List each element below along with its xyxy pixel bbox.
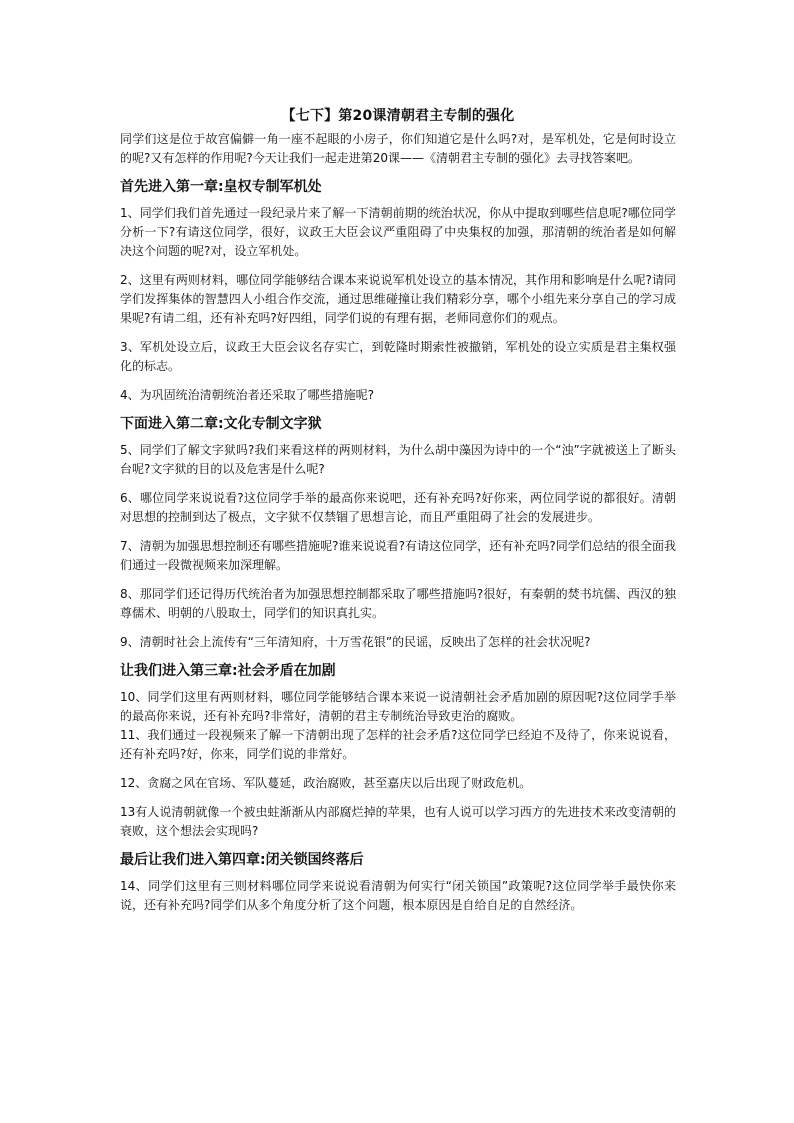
paragraph-7: 7、清朝为加强思想控制还有哪些措施呢?谁来说说看?有请这位同学，还有补充吗?同学们总结的很全面我们通过一段微视频来加深理解。 xyxy=(120,539,676,572)
paragraph-5: 5、同学们了解文字狱吗?我们来看这样的两则材料，为什么胡中藻因为诗中的一个“浊”字就被送上了断头台呢?文字狱的目的以及危害是什么呢? xyxy=(120,443,676,476)
paragraph-4: 4、为巩固统治清朝统治者还采取了哪些措施呢? xyxy=(120,388,375,402)
section-1-heading: 首先进入第一章:皇权专制军机处 xyxy=(120,179,322,195)
paragraph-3: 3、军机处设立后，议政王大臣会议名存实亡，到乾隆时期索性被撤销，军机处的设立实质是君主集权强化的标志。 xyxy=(120,340,676,373)
paragraph-9: 9、清朝时社会上流传有“三年清知府，十万雪花银”的民谣，反映出了怎样的社会状况呢? xyxy=(120,635,591,649)
section-2-heading: 下面进入第二章:文化专制文字狱 xyxy=(120,416,322,432)
intro-paragraph: 同学们这是位于故宫偏僻一角一座不起眼的小房子，你们知道它是什么吗?对，是军机处，它是何时设立的呢?又有怎样的作用呢?今天让我们一起走进第20课——《清朝君主专制的强化》去寻找答案吧。 xyxy=(120,132,676,165)
document-title: 【七下】第20课清朝君主专制的强化 xyxy=(281,108,515,124)
paragraph-6: 6、哪位同学来说说看?这位同学手举的最高你来说吧，还有补充吗?好你来，两位同学说的都很好。清朝对思想的控制到达了极点，文字狱不仅禁锢了思想言论，而且严重阻碍了社会的发展进步。 xyxy=(120,491,676,524)
paragraph-8: 8、那同学们还记得历代统治者为加强思想控制都采取了哪些措施吗?很好，有秦朝的焚书坑儒、西汉的独尊儒术、明朝的八股取士，同学们的知识真扎实。 xyxy=(120,587,676,620)
section-4-heading: 最后让我们进入第四章:闭关锁国终落后 xyxy=(120,852,364,868)
section-3-heading: 让我们进入第三章:社会矛盾在加剧 xyxy=(120,663,336,679)
paragraph-2: 2、这里有两则材料，哪位同学能够结合课本来说说军机处设立的基本情况，其作用和影响是什么呢?请同学们发挥集体的智慧四人小组合作交流，通过思维碰撞让我们精彩分享，哪个小组先来分享自己的学习成果呢?有请二组，还有补充吗?好四组，同学们说的有理有据，老师同意你们的观点。 xyxy=(120,273,676,325)
paragraph-12: 12、贪腐之风在官场、军队蔓延，政治腐败，甚至嘉庆以后出现了财政危机。 xyxy=(120,776,532,790)
paragraph-11: 11、我们通过一段视频来了解一下清朝出现了怎样的社会矛盾?这位同学已经迫不及待了，你来说说看，还有补充吗?好，你来，同学们说的非常好。 xyxy=(120,728,676,761)
paragraph-10: 10、同学们这里有两则材料，哪位同学能够结合课本来说一说清朝社会矛盾加剧的原因呢?这位同学手举的最高你来说，还有补充吗?非常好，清朝的君主专制统治导致吏治的腐败。 xyxy=(120,690,676,723)
document-page xyxy=(120,106,676,915)
paragraph-14: 14、同学们这里有三则材料哪位同学来说说看清朝为何实行“闭关锁国”政策呢?这位同学举手最快你来说，还有补充吗?同学们从多个角度分析了这个问题，根本原因是自给自足的自然经济。 xyxy=(120,879,676,912)
paragraph-1: 1、同学们我们首先通过一段纪录片来了解一下清朝前期的统治状况，你从中提取到哪些信息呢?哪位同学分析一下?有请这位同学，很好，议政王大臣会议严重阻碍了中央集权的加强，那清朝的统治者是如何解决这个问题的呢?对，设立军机处。 xyxy=(120,206,676,258)
paragraph-13: 13有人说清朝就像一个被虫蛀渐渐从内部腐烂掉的苹果，也有人说可以学习西方的先进技术来改变清朝的衰败，这个想法会实现吗? xyxy=(120,805,676,838)
